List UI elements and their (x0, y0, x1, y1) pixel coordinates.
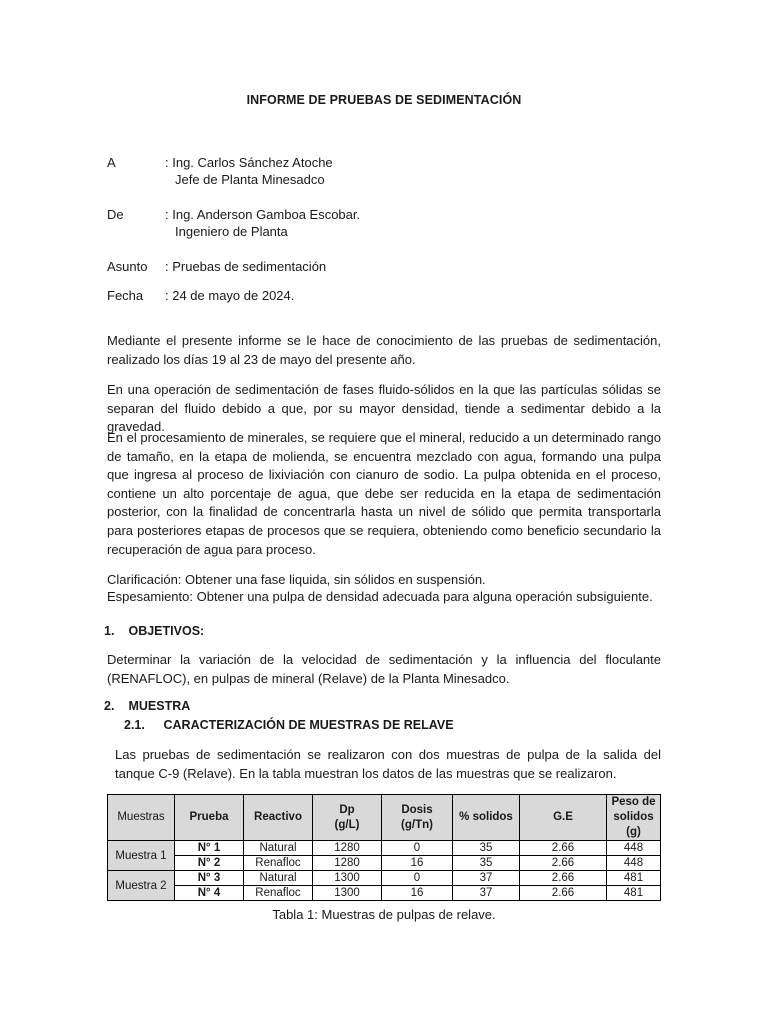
report-title: INFORME DE PRUEBAS DE SEDIMENTACIÓN (246, 93, 522, 107)
col-peso-line2: solidos (g) (613, 811, 654, 838)
cell-prueba: N° 1 (175, 841, 244, 856)
cell-dp: 1300 (313, 871, 382, 886)
paragraph-intro-text: Mediante el presente informe se le hace de conocimiento de las pruebas de sedimentación, realizado los días 19 al 23 de mayo del presente año. (107, 333, 661, 367)
col-ge: G.E (520, 795, 607, 841)
definitions-list (107, 571, 667, 605)
cell-solidos: 37 (453, 871, 520, 886)
cell-solidos: 35 (453, 856, 520, 871)
col-prueba: Prueba (175, 795, 244, 841)
cell-dp: 1280 (313, 841, 382, 856)
cell-peso: 448 (607, 856, 661, 871)
header-asunto-value: : Pruebas de sedimentación (165, 259, 327, 274)
header-a-line2: Jefe de Planta Minesadco (175, 172, 325, 187)
cell-dp: 1300 (313, 886, 382, 901)
clarificacion-line: Clarificación: Obtener una fase liquida, sin sólidos en suspensión. (107, 572, 486, 587)
cell-peso: 448 (607, 841, 661, 856)
table-row (108, 841, 661, 856)
subsection-caracterizacion-title: CARACTERIZACIÓN DE MUESTRAS DE RELAVE (163, 718, 454, 732)
header-de-line1: : Ing. Anderson Gamboa Escobar. (165, 207, 361, 222)
cell-peso: 481 (607, 871, 661, 886)
table-row (108, 856, 661, 871)
cell-peso: 481 (607, 886, 661, 901)
table-row (108, 871, 661, 886)
table-header-row (108, 795, 661, 841)
paragraph-definition-text: En una operación de sedimentación de fases fluido-sólidos en la que las partículas sólidas se separan del fluido debido a que, por su mayor densidad, tiende a sedimentar debido a la gravedad. (107, 382, 661, 435)
cell-reactivo: Renafloc (244, 886, 313, 901)
cell-solidos: 35 (453, 841, 520, 856)
cell-dosis: 16 (382, 886, 453, 901)
table-row (108, 886, 661, 901)
cell-prueba: N° 4 (175, 886, 244, 901)
col-peso (607, 795, 661, 841)
col-reactivo: Reactivo (244, 795, 313, 841)
header-de-label: De (107, 207, 124, 222)
cell-ge: 2.66 (520, 841, 607, 856)
col-dp (313, 795, 382, 841)
col-dp-line1: Dp (339, 803, 355, 816)
table-caption: Tabla 1: Muestras de pulpas de relave. (272, 907, 496, 922)
cell-solidos: 37 (453, 886, 520, 901)
section-objetivos-heading (104, 624, 204, 638)
section-muestra-paragraph: Las pruebas de sedimentación se realizaron con dos muestras de pulpa de la salida del tanque C-9 (Relave). En la tabla muestran los datos de las muestras que se realizaron. (115, 747, 661, 781)
subsection-caracterizacion-heading (124, 718, 454, 732)
group-cell: Muestra 1 (108, 841, 175, 871)
cell-ge: 2.66 (520, 886, 607, 901)
section-muestra-heading (104, 699, 190, 713)
header-a-line1: : Ing. Carlos Sánchez Atoche (165, 155, 333, 170)
section-muestra-number: 2. (104, 699, 115, 713)
section-objetivos-title: OBJETIVOS: (128, 624, 205, 638)
section-muestra-title: MUESTRA (128, 699, 191, 713)
header-fecha-value: : 24 de mayo de 2024. (165, 288, 295, 303)
paragraph-process-text: En el procesamiento de minerales, se requiere que el mineral, reducido a un determinado rango de tamaño, en la etapa de molienda, se encuentra mezclado con agua, formando una pulpa que ingresa al proceso de lixiviación con cianuro de sodio. La pulpa obtenida en el proceso, contiene un alto porcentaje de agua, que debe ser reducida en la etapa de sedimentación posterior, con la finalidad de concentrarla hasta un nivel de sólido que permita transportarla para posteriores etapas de procesos que se requiera, obteniendo como beneficio secundario la recuperación de agua para proceso. (107, 430, 661, 557)
col-peso-line1: Peso de (611, 796, 656, 808)
col-dosis-line2: (g/Tn) (401, 818, 433, 831)
col-solidos: % solidos (453, 795, 520, 841)
samples-table (107, 794, 661, 901)
cell-ge: 2.66 (520, 856, 607, 871)
espesamiento-line: Espesamiento: Obtener una pulpa de densidad adecuada para alguna operación subsiguiente. (107, 589, 653, 604)
cell-prueba: N° 2 (175, 856, 244, 871)
col-dosis (382, 795, 453, 841)
section-objetivos-paragraph: Determinar la variación de la velocidad de sedimentación y la influencia del floculante (RENAFLOC), en pulpas de mineral (Relave) de la Planta Minesadco. (107, 652, 661, 686)
paragraph-process (107, 429, 661, 559)
group-cell: Muestra 2 (108, 871, 175, 901)
cell-dosis: 0 (382, 841, 453, 856)
paragraph-intro (107, 332, 661, 369)
cell-dp: 1280 (313, 856, 382, 871)
cell-prueba: N° 3 (175, 871, 244, 886)
section-muestra-text (115, 746, 661, 783)
header-asunto-label: Asunto (107, 259, 148, 274)
header-de-line2: Ingeniero de Planta (175, 224, 288, 239)
section-objetivos-text (107, 651, 661, 688)
header-a-label: A (107, 155, 116, 170)
col-muestras: Muestras (108, 795, 175, 841)
section-objetivos-number: 1. (104, 624, 115, 638)
cell-dosis: 16 (382, 856, 453, 871)
header-fecha-label: Fecha (107, 288, 144, 303)
col-dosis-line1: Dosis (401, 803, 433, 816)
cell-reactivo: Natural (244, 841, 313, 856)
col-dp-line2: (g/L) (334, 818, 360, 831)
cell-dosis: 0 (382, 871, 453, 886)
cell-reactivo: Natural (244, 871, 313, 886)
cell-reactivo: Renafloc (244, 856, 313, 871)
subsection-caracterizacion-number: 2.1. (124, 718, 145, 732)
cell-ge: 2.66 (520, 871, 607, 886)
